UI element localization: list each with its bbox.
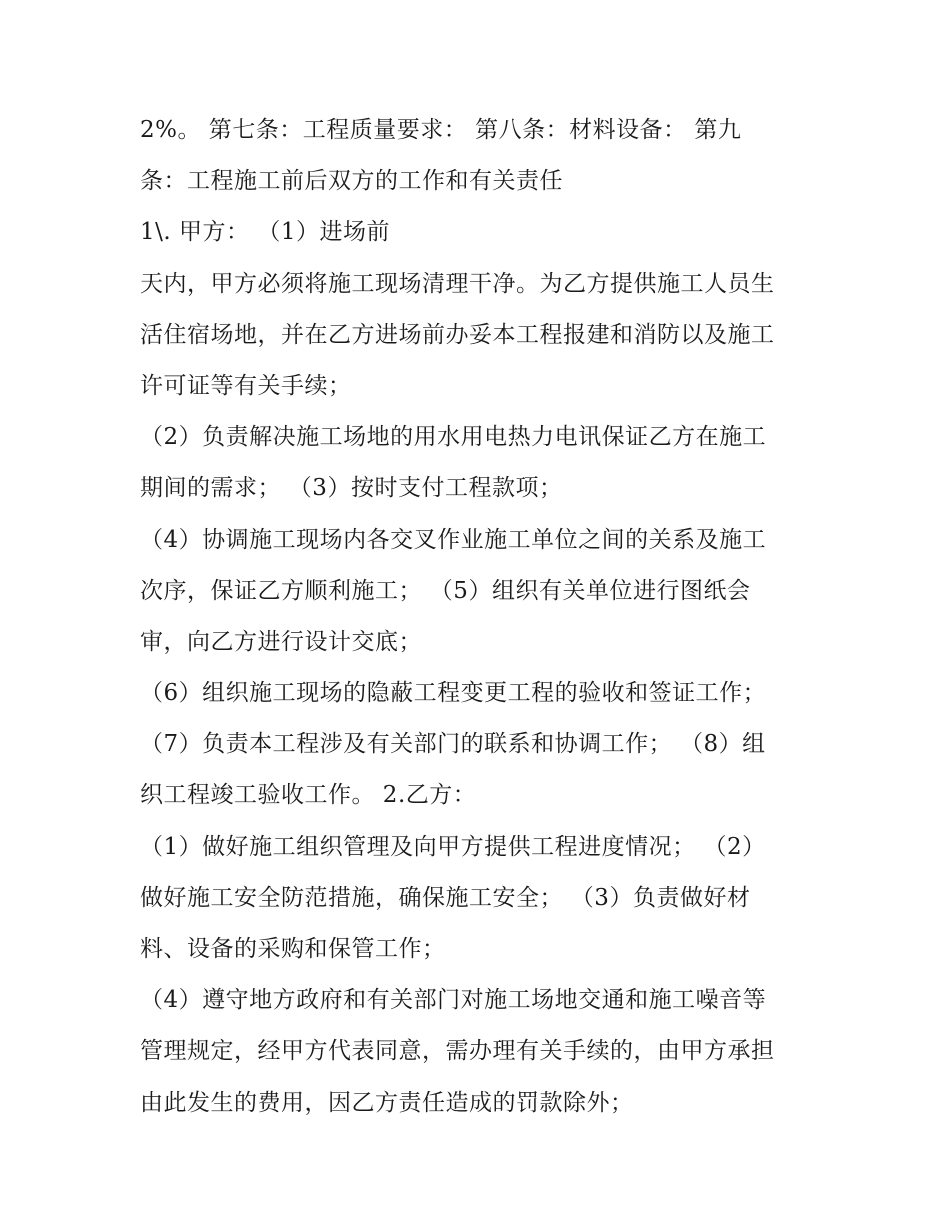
text-line: 审，向乙方进行设计交底； [140, 628, 422, 655]
text-line: 做好施工安全防范措施，确保施工安全； （3）负责做好材 [140, 884, 751, 911]
text-line: 次序，保证乙方顺利施工； （5）组织有关单位进行图纸会 [140, 577, 751, 604]
text-line: （4）协调施工现场内各交叉作业施工单位之间的关系及施工 [140, 526, 767, 553]
text-line: 织工程竣工验收工作。 2.乙方： [140, 782, 477, 809]
text-line: 料、设备的采购和保管工作； [140, 936, 446, 962]
text-line: 条：工程施工前后双方的工作和有关责任 [140, 168, 563, 195]
text-line: 活住宿场地，并在乙方进场前办妥本工程报建和消防以及施工 [140, 321, 775, 348]
text-line: （6）组织施工现场的隐蔽工程变更工程的验收和签证工作； [140, 680, 767, 707]
text-line: 期间的需求； （3）按时支付工程款项； [140, 475, 563, 502]
text-line: 由此发生的费用，因乙方责任造成的罚款除外； [140, 1089, 634, 1116]
text-line: 许可证等有关手续； [140, 372, 352, 399]
text-line: （4）遵守地方政府和有关部门对施工场地交通和施工噪音等 [140, 987, 767, 1014]
text-line: 管理规定，经甲方代表同意，需办理有关手续的，由甲方承担 [140, 1038, 775, 1065]
text-line: （2）负责解决施工场地的用水用电热力电讯保证乙方在施工 [140, 424, 767, 451]
text-line: 1\. 甲方： （1）进场前 [140, 219, 390, 246]
text-line: 2%。 第七条：工程质量要求： 第八条：材料设备： 第九 [140, 117, 742, 143]
text-line: （7）负责本工程涉及有关部门的联系和协调工作； （8）组 [140, 731, 766, 758]
text-line: （1）做好施工组织管理及向甲方提供工程进度情况； （2） [140, 833, 766, 860]
body-text [140, 105, 820, 1129]
text-line: 天内，甲方必须将施工现场清理干净。为乙方提供施工人员生 [140, 270, 775, 297]
